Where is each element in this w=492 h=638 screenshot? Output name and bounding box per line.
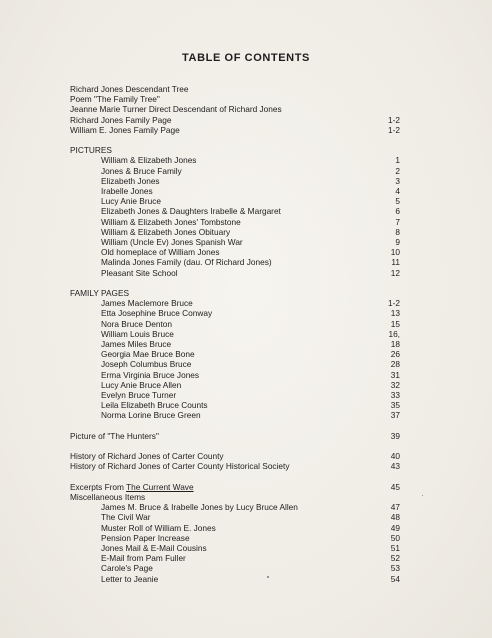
page-number: 54	[390, 573, 400, 584]
page-number: 5	[395, 196, 400, 207]
toc-entry	[101, 410, 400, 420]
toc-entry	[70, 125, 400, 135]
toc-entry	[101, 227, 400, 237]
entry-title: Elizabeth Jones & Daughters Irabelle & Margaret	[101, 206, 281, 217]
page-number: 32	[390, 379, 400, 390]
page-number: 52	[390, 553, 400, 564]
entry-title: William Louis Bruce	[101, 328, 174, 339]
section-heading: FAMILY PAGES	[70, 288, 130, 298]
toc-entry	[70, 431, 400, 441]
page-number: 39	[390, 430, 400, 441]
page-number: 9	[395, 237, 400, 247]
toc-entry	[101, 308, 400, 318]
toc-entry	[70, 84, 400, 94]
entry-title: James Miles Bruce	[101, 339, 172, 349]
entry-title: Lucy Anie Bruce Allen	[101, 379, 182, 390]
toc-entry	[101, 543, 400, 553]
toc-entry	[101, 502, 400, 512]
toc-entry	[101, 523, 400, 533]
toc-entry	[101, 166, 400, 176]
entry-title: William E. Jones Family Page	[70, 124, 180, 135]
toc-entry	[101, 533, 400, 543]
page-number: 18	[390, 339, 400, 349]
toc-entry	[101, 400, 400, 410]
toc-entry	[70, 451, 400, 461]
entry-title: Muster Roll of William E. Jones	[101, 522, 216, 533]
toc-entry	[101, 217, 400, 227]
page-number: 51	[390, 543, 400, 553]
page-number: 4	[395, 186, 400, 196]
page-number: 1-2	[388, 114, 400, 125]
entry-title: Letter to Jeanie	[101, 573, 159, 584]
page-number: 11	[391, 257, 400, 268]
entry-title: Etta Josephine Bruce Conway	[101, 308, 213, 319]
toc-entry	[101, 370, 400, 380]
toc-entry	[70, 115, 400, 125]
entry-title: Norma Lorine Bruce Green	[101, 410, 201, 421]
toc-entry	[101, 390, 400, 400]
entry-title: History of Richard Jones of Carter County Historical Society	[70, 461, 290, 472]
entry-title: Malinda Jones Family (dau. Of Richard Jones)	[101, 257, 272, 268]
page-number: 2	[395, 165, 400, 176]
page-number: 26	[390, 349, 400, 360]
entry-title: Jeanne Marie Turner Direct Descendant of Richard Jones	[70, 104, 282, 115]
section-heading: Miscellaneous Items	[70, 492, 146, 502]
toc-entry	[101, 574, 400, 584]
toc-entry	[70, 104, 400, 114]
entry-prefix: Excerpts From	[70, 481, 127, 492]
entry-title: James Maclemore Bruce	[101, 298, 193, 309]
page-number: 37	[390, 410, 400, 421]
entry-title: Jones & Bruce Family	[101, 165, 182, 176]
entry-title: Leila Elizabeth Bruce Counts	[101, 400, 208, 411]
page-number: 43	[390, 461, 400, 472]
entry-title: History of Richard Jones of Carter County	[70, 451, 224, 462]
page-number: 28	[390, 359, 400, 370]
page-number: 12	[390, 267, 400, 278]
page-title: TABLE OF CONTENTS	[182, 52, 310, 64]
speck	[267, 576, 269, 578]
entry-title: Old homeplace of William Jones	[101, 247, 220, 258]
toc-entry	[101, 155, 400, 165]
entry-title: Nora Bruce Denton	[101, 318, 173, 329]
toc-entry	[101, 319, 400, 329]
toc-entry	[101, 237, 400, 247]
toc-entry	[101, 563, 400, 573]
entry-title: Richard Jones Family Page	[70, 114, 172, 125]
entry-title: William (Uncle Ev) Jones Spanish War	[101, 237, 243, 247]
page-number: 8	[395, 226, 400, 237]
entry-title: Irabelle Jones	[101, 186, 153, 196]
source-title: The Current Wave	[126, 481, 194, 492]
page-number: 49	[390, 522, 400, 533]
page-number: 31	[390, 369, 400, 380]
page-number: 47	[390, 502, 400, 513]
toc-entry	[101, 298, 400, 308]
toc-entry	[70, 482, 400, 492]
page-number: 40	[390, 451, 400, 462]
page-number: 53	[390, 563, 400, 574]
toc-entry	[70, 94, 400, 104]
entry-title: Poem "The Family Tree"	[70, 94, 160, 105]
entry-title: William & Elizabeth Jones' Tombstone	[101, 216, 241, 227]
entry-title: James M. Bruce & Irabelle Jones by Lucy Bruce Allen	[101, 502, 298, 513]
entry-title: Erma Virginia Bruce Jones	[101, 369, 200, 380]
entry-title: Pension Paper Increase	[101, 532, 190, 543]
toc-entry	[70, 461, 400, 471]
entry-title: William & Elizabeth Jones Obituary	[101, 226, 231, 237]
toc-entry	[101, 268, 400, 278]
toc-entry	[101, 380, 400, 390]
page-number: 48	[390, 512, 400, 523]
entry-title: Pleasant Site School	[101, 267, 178, 278]
entry-title: The Civil War	[101, 512, 151, 523]
entry-title: E-Mail from Pam Fuller	[101, 553, 186, 564]
entry-title: Picture of "The Hunters"	[70, 430, 159, 441]
toc-entry	[101, 329, 400, 339]
page-number: 33	[390, 390, 400, 400]
entry-title	[70, 482, 194, 492]
page-number: 1-2	[388, 298, 400, 309]
page-number: 45	[390, 481, 400, 492]
toc-entry	[101, 176, 400, 186]
toc-entry	[101, 359, 400, 369]
toc-entry	[101, 339, 400, 349]
toc-entry	[101, 512, 400, 522]
entry-title: Jones Mail & E-Mail Cousins	[101, 543, 207, 553]
toc-entry	[101, 553, 400, 563]
toc-entry	[101, 196, 400, 206]
page-number: 7	[395, 216, 400, 227]
page-number: 1	[395, 155, 400, 166]
page-number: 6	[395, 206, 400, 217]
page-number: 35	[390, 400, 400, 411]
entry-title: Joseph Columbus Bruce	[101, 359, 192, 370]
entry-title: Richard Jones Descendant Tree	[70, 84, 189, 94]
entry-title: William & Elizabeth Jones	[101, 155, 197, 166]
page-number: 3	[395, 175, 400, 186]
entry-title: Evelyn Bruce Turner	[101, 390, 177, 400]
page-number: 1-2	[388, 124, 400, 135]
toc-entry	[101, 206, 400, 216]
toc-entry	[101, 247, 400, 257]
toc-entry	[101, 257, 400, 267]
speck	[422, 495, 423, 496]
page-number: 13	[390, 308, 400, 319]
entry-title: Elizabeth Jones	[101, 175, 160, 186]
page-number: 15	[390, 318, 400, 329]
page-number: 10	[390, 247, 400, 258]
entry-title: Georgia Mae Bruce Bone	[101, 349, 195, 360]
toc-entry	[101, 349, 400, 359]
section-heading: PICTURES	[70, 145, 112, 156]
toc-entry	[101, 186, 400, 196]
entry-title: Lucy Anie Bruce	[101, 196, 161, 207]
page-number: 16,	[388, 328, 400, 339]
entry-title: Carole's Page	[101, 563, 153, 574]
page-number: 50	[390, 532, 400, 543]
